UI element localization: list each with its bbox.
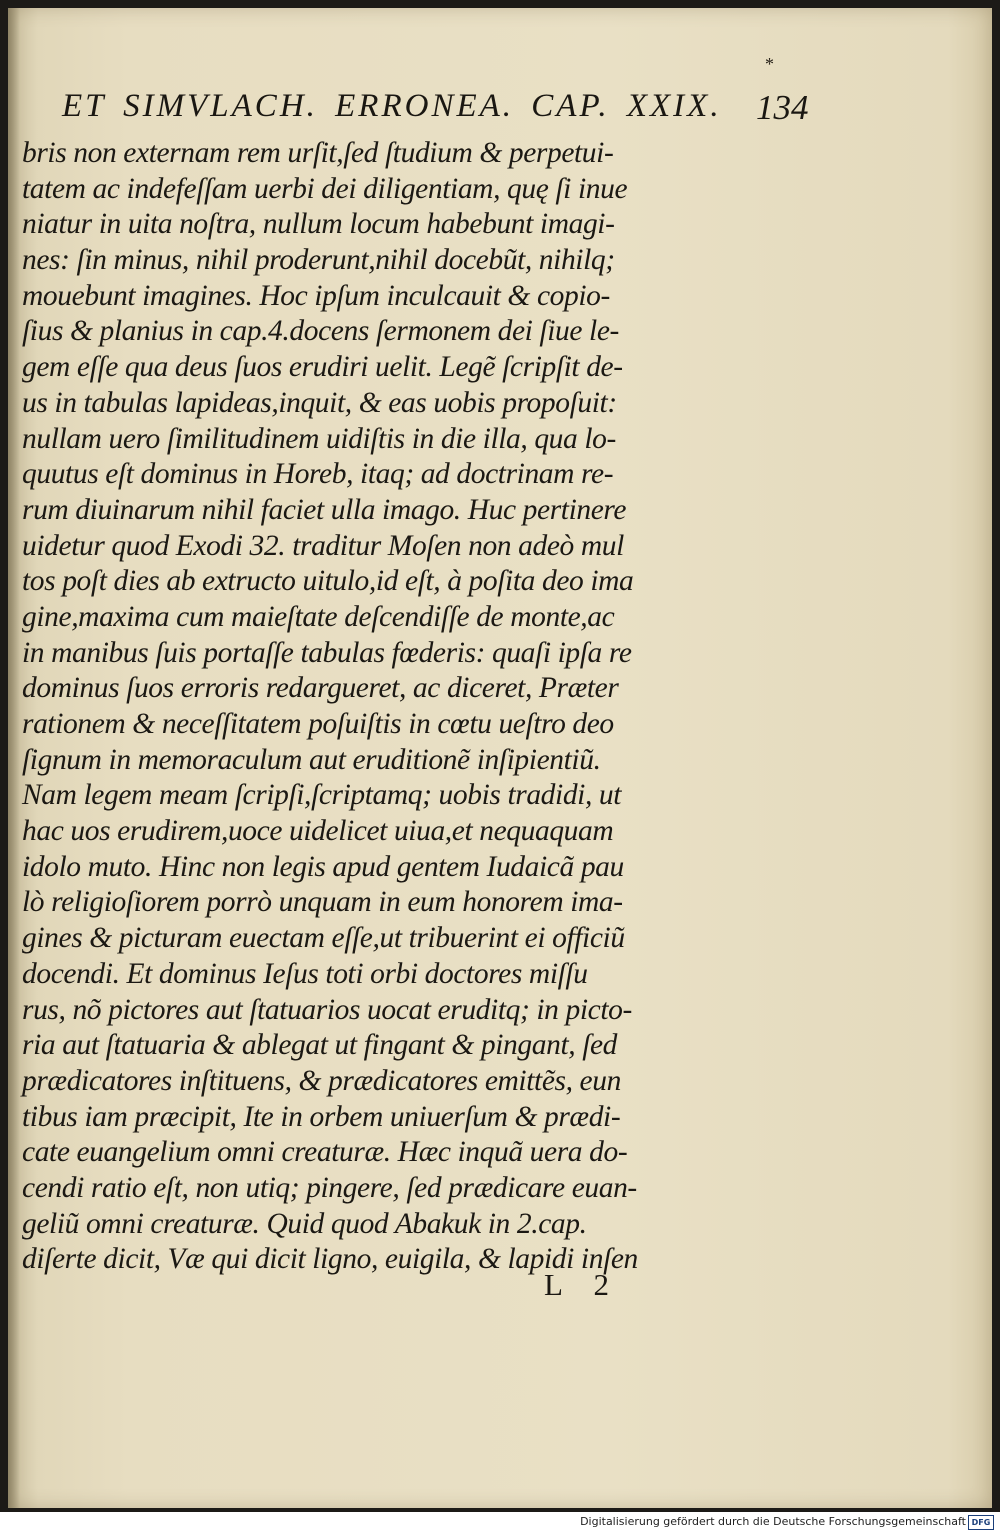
text-line: geliũ omni creaturæ. Quid quod Abakuk in 2.cap. bbox=[22, 1207, 587, 1240]
text-line: ſius & planius in cap.4.docens ſermonem dei ſiue le- bbox=[22, 315, 619, 348]
text-line: in manibus ſuis portaſſe tabulas fœderis: quaſi ipſa re bbox=[22, 636, 632, 669]
text-line: nullam uero ſimilitudinem uidiſtis in die illa, qua lo- bbox=[22, 422, 616, 455]
text-line: ſignum in memoraculum aut eruditionẽ inſipientiũ. bbox=[22, 743, 601, 776]
text-line: gine,maxima cum maieſtate deſcendiſſe de monte,ac bbox=[22, 600, 615, 633]
funding-credit: Digitalisierung gefördert durch die Deutsche Forschungsgemeinschaft bbox=[580, 1515, 966, 1528]
dfg-logo: DFG bbox=[968, 1515, 994, 1530]
text-line: tatem ac indefeſſam uerbi dei diligentiam, quę ſi inue bbox=[22, 172, 628, 205]
text-line: quutus eſt dominus in Horeb, itaq; ad doctrinam re- bbox=[22, 458, 614, 491]
text-line: cendi ratio eſt, non utiq; pingere, ſed prædicare euan- bbox=[22, 1171, 637, 1204]
body-text bbox=[22, 136, 728, 1278]
book-page bbox=[8, 8, 992, 1508]
text-line: rationem & neceſſitatem poſuiſtis in cœtu ueſtro deo bbox=[22, 708, 614, 740]
text-line: tos poſt dies ab extructo uitulo,id eſt, à poſita deo ima bbox=[22, 565, 634, 598]
text-line: cate euangelium omni creaturæ. Hæc inquã uera do- bbox=[22, 1136, 628, 1169]
text-line: hac uos erudirem,uoce uidelicet uiua,et nequaquam bbox=[22, 815, 614, 848]
text-line: docendi. Et dominus Ieſus toti orbi doctores miſſu bbox=[22, 957, 588, 990]
text-line: rum diuinarum nihil faciet ulla imago. Huc pertinere bbox=[22, 493, 627, 526]
text-line: nes: ſin minus, nihil proderunt,nihil docebũt, nihilq; bbox=[22, 244, 615, 277]
text-line: lò religioſiorem porrò unquam in eum honorem ima- bbox=[22, 886, 623, 919]
signature-mark: L 2 bbox=[544, 1267, 622, 1302]
running-head: ET SIMVLACH. ERRONEA. CAP. XXIX. bbox=[62, 88, 722, 124]
text-line: gem eſſe qua deus ſuos erudiri uelit. Legẽ ſcripſit de- bbox=[22, 351, 623, 384]
text-line: gines & picturam euectam eſſe,ut tribuerint ei officiũ bbox=[22, 922, 625, 955]
text-line: ria aut ſtatuaria & ablegat ut fingant & pingant, ſed bbox=[22, 1029, 618, 1062]
text-line: bris non externam rem urſit,ſed ſtudium & perpetui- bbox=[22, 137, 614, 169]
text-line: Nam legem meam ſcripſi,ſcriptamq; uobis tradidi, ut bbox=[22, 779, 622, 812]
gutter-shadow bbox=[8, 8, 20, 1508]
text-line: niatur in uita noſtra, nullum locum habebunt imagi- bbox=[22, 208, 615, 241]
text-line: idolo muto. Hinc non legis apud gentem Iudaicã pau bbox=[22, 850, 624, 883]
text-line: tibus iam præcipit, Ite in orbem uniuerſum & prædi- bbox=[22, 1100, 621, 1133]
text-line: diſerte dicit, Væ qui dicit ligno, euigila, & lapidi inſen bbox=[22, 1243, 638, 1276]
text-line: uidetur quod Exodi 32. traditur Moſen non adeò mul bbox=[22, 529, 624, 562]
folio-number: 134 bbox=[756, 88, 809, 127]
text-line: mouebunt imagines. Hoc ipſum inculcauit & copio- bbox=[22, 279, 610, 312]
corner-mark: * bbox=[765, 54, 774, 74]
text-line: prædicatores inſtituens, & prædicatores emittẽs, eun bbox=[22, 1064, 621, 1097]
text-line: rus, nõ pictores aut ſtatuarios uocat eruditq; in picto- bbox=[22, 993, 632, 1026]
text-line: dominus ſuos erroris redargueret, ac diceret, Præter bbox=[22, 672, 619, 705]
text-line: us in tabulas lapideas,inquit, & eas uobis propoſuit: bbox=[22, 386, 617, 419]
